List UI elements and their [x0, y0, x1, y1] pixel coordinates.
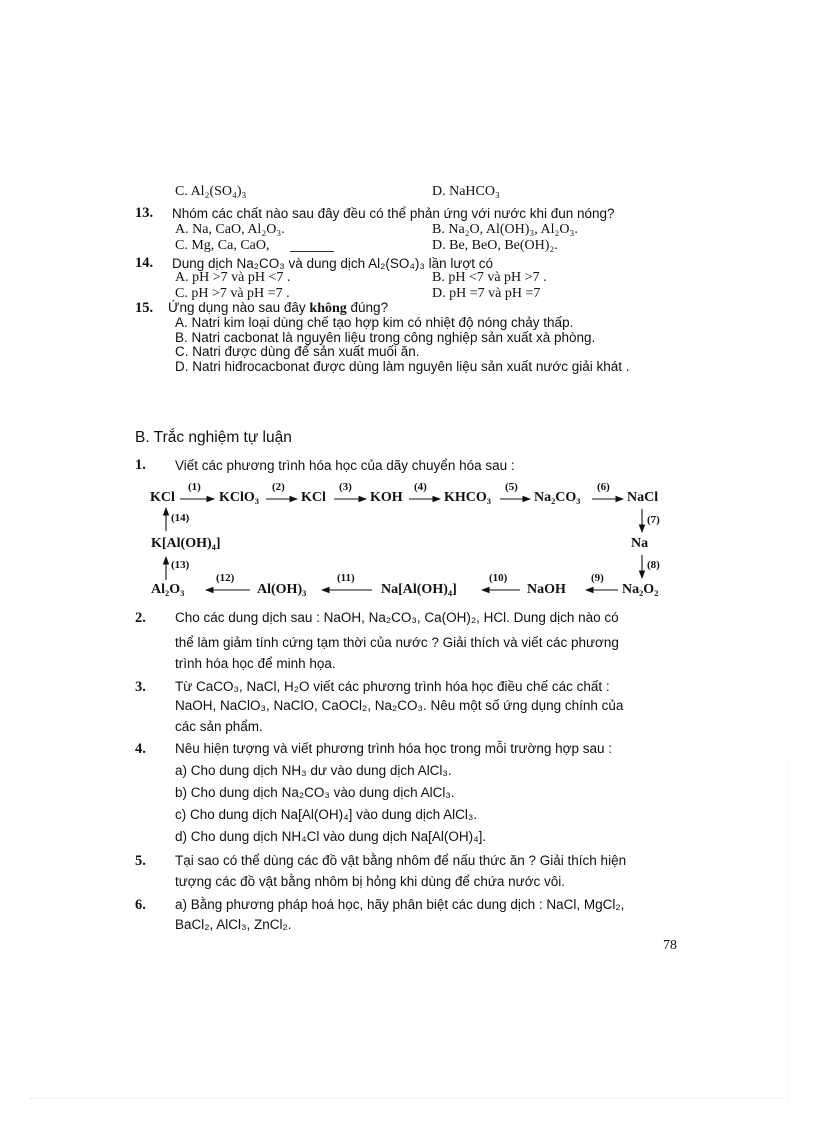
- q13-option-b: B. Na₂O, Al(OH)₃, Al₂O₃.: [432, 222, 578, 237]
- q6-line-2: BaCl₂, AlCl₃, ZnCl₂.: [175, 917, 292, 932]
- step-label-8: (8): [647, 559, 660, 571]
- step-label-3: (3): [339, 481, 352, 493]
- compound-kcl-start: KCl: [150, 490, 175, 505]
- step-label-1: (1): [188, 481, 201, 493]
- q14-text: Dung dịch Na₂CO₃ và dung dịch Al₂(SO₄)₃ lần lượt có: [172, 256, 494, 271]
- q4-part-d: d) Cho dung dịch NH₄Cl vào dung dịch Na[Al(OH)₄].: [175, 829, 487, 844]
- compound-na: Na: [631, 536, 649, 551]
- compound-k-aluminate: K[Al(OH)₄]: [151, 536, 221, 551]
- q12-option-c: C. Al₂(SO₄)₃: [175, 184, 247, 199]
- step-label-13: (13): [171, 559, 190, 571]
- q2-line-3: trình hóa học để minh họa.: [175, 656, 336, 671]
- compound-naoh: NaOH: [527, 582, 566, 597]
- step-label-7: (7): [647, 514, 660, 526]
- compound-na2co3: Na₂CO₃: [534, 490, 581, 505]
- q3-line-1: Từ CaCO₃, NaCl, H₂O viết các phương trình hóa học điều chế các chất :: [175, 679, 610, 694]
- q5-line-1: Tại sao có thể dùng các đồ vật bằng nhôm để nấu thức ăn ? Giải thích hiện: [175, 853, 627, 868]
- q13-option-d: D. Be, BeO, Be(OH)₂.: [432, 238, 558, 253]
- q14-option-b: B. pH <7 và pH >7 .: [432, 270, 547, 285]
- q4-number: 4.: [135, 741, 146, 757]
- q2-number: 2.: [135, 610, 146, 626]
- q1-text: Viết các phương trình hóa học của dãy chuyển hóa sau :: [175, 458, 515, 473]
- compound-kcl: KCl: [301, 490, 326, 505]
- q14-option-d: D. pH =7 và pH =7: [432, 286, 541, 301]
- q4-part-b: b) Cho dung dịch Na₂CO₃ vào dung dịch AlCl₃.: [175, 785, 455, 800]
- q1-number: 1.: [135, 457, 146, 473]
- step-label-12: (12): [216, 572, 235, 584]
- q12-option-d: D. NaHCO₃: [432, 184, 500, 199]
- q14-option-a: A. pH >7 và pH <7 .: [175, 270, 291, 285]
- q3-line-3: các sản phẩm.: [175, 719, 263, 734]
- q3-number: 3.: [135, 679, 146, 695]
- q15-number: 15.: [135, 300, 154, 316]
- step-label-14: (14): [171, 512, 190, 524]
- q4-part-c: c) Cho dung dịch Na[Al(OH)₄] vào dung dịch AlCl₃.: [175, 807, 478, 822]
- q13-option-a: A. Na, CaO, Al₂O₃.: [175, 222, 285, 237]
- q4-part-a: a) Cho dung dịch NH₃ dư vào dung dịch AlCl₃.: [175, 763, 452, 778]
- q2-line-1: Cho các dung dịch sau : NaOH, Na₂CO₃, Ca(OH)₂, HCl. Dung dịch nào có: [175, 610, 619, 625]
- step-label-2: (2): [272, 481, 285, 493]
- q13-option-c: C. Mg, Ca, CaO,: [175, 238, 270, 253]
- compound-koh: KOH: [370, 490, 403, 505]
- section-b-heading: B. Trắc nghiệm tự luận: [135, 429, 292, 446]
- q5-line-2: tượng các đồ vật bằng nhôm bị hỏng khi dùng để chứa nước vôi.: [175, 874, 566, 889]
- scan-border-right: [788, 760, 789, 1103]
- step-label-11: (11): [337, 572, 355, 584]
- q15-text-emphasis: không: [309, 301, 347, 316]
- compound-aloh3: Al(OH)₃: [257, 582, 307, 597]
- q6-line-1: a) Bằng phương pháp hoá học, hãy phân biệt các dung dịch : NaCl, MgCl₂,: [175, 897, 625, 912]
- compound-na2o2: Na₂O₂: [622, 582, 659, 597]
- q13-number: 13.: [135, 205, 154, 221]
- q6-number: 6.: [135, 897, 146, 913]
- compound-kclo3: KClO₃: [219, 490, 259, 505]
- step-label-5: (5): [505, 481, 518, 493]
- q3-line-2: NaOH, NaClO₃, NaClO, CaOCl₂, Na₂CO₃. Nêu một số ứng dụng chính của: [175, 698, 624, 713]
- q13-text: Nhóm các chất nào sau đây đều có thể phản ứng với nước khi đun nóng?: [172, 206, 615, 221]
- q4-line-1: Nêu hiện tượng và viết phương trình hóa học trong mỗi trường hợp sau :: [175, 741, 613, 756]
- q15-option-b: B. Natri cacbonat là nguyên liệu trong công nghiệp sản xuất xà phòng.: [175, 330, 596, 345]
- step-label-10: (10): [489, 572, 508, 584]
- page-number: 78: [663, 938, 677, 953]
- compound-khco3: KHCO₃: [444, 490, 491, 505]
- q14-option-c: C. pH >7 và pH =7 .: [175, 286, 290, 301]
- q15-text-pre: Ứng dụng nào sau đây: [168, 300, 306, 315]
- step-label-4: (4): [414, 481, 427, 493]
- q15-text-post: đúng?: [350, 300, 389, 315]
- q2-line-2: thể làm giảm tính cứng tạm thời của nước ? Giải thích và viết các phương: [175, 635, 619, 650]
- step-label-6: (6): [597, 481, 610, 493]
- compound-al2o3: Al₂O₃: [151, 582, 185, 597]
- q15-option-a: A. Natri kim loại dùng chế tạo hợp kim có nhiệt độ nóng chảy thấp.: [175, 315, 574, 330]
- q15-option-c: C. Natri được dùng để sản xuất muối ăn.: [175, 344, 420, 359]
- step-label-9: (9): [591, 572, 604, 584]
- scan-border-bottom: [30, 1098, 786, 1099]
- q5-number: 5.: [135, 853, 146, 869]
- q15-option-d: D. Natri hiđrocacbonat được dùng làm nguyên liệu sản xuất nước giải khát .: [175, 359, 630, 374]
- compound-nacl: NaCl: [627, 490, 659, 505]
- q14-number: 14.: [135, 255, 154, 271]
- compound-na-aluminate: Na[Al(OH)₄]: [381, 582, 457, 597]
